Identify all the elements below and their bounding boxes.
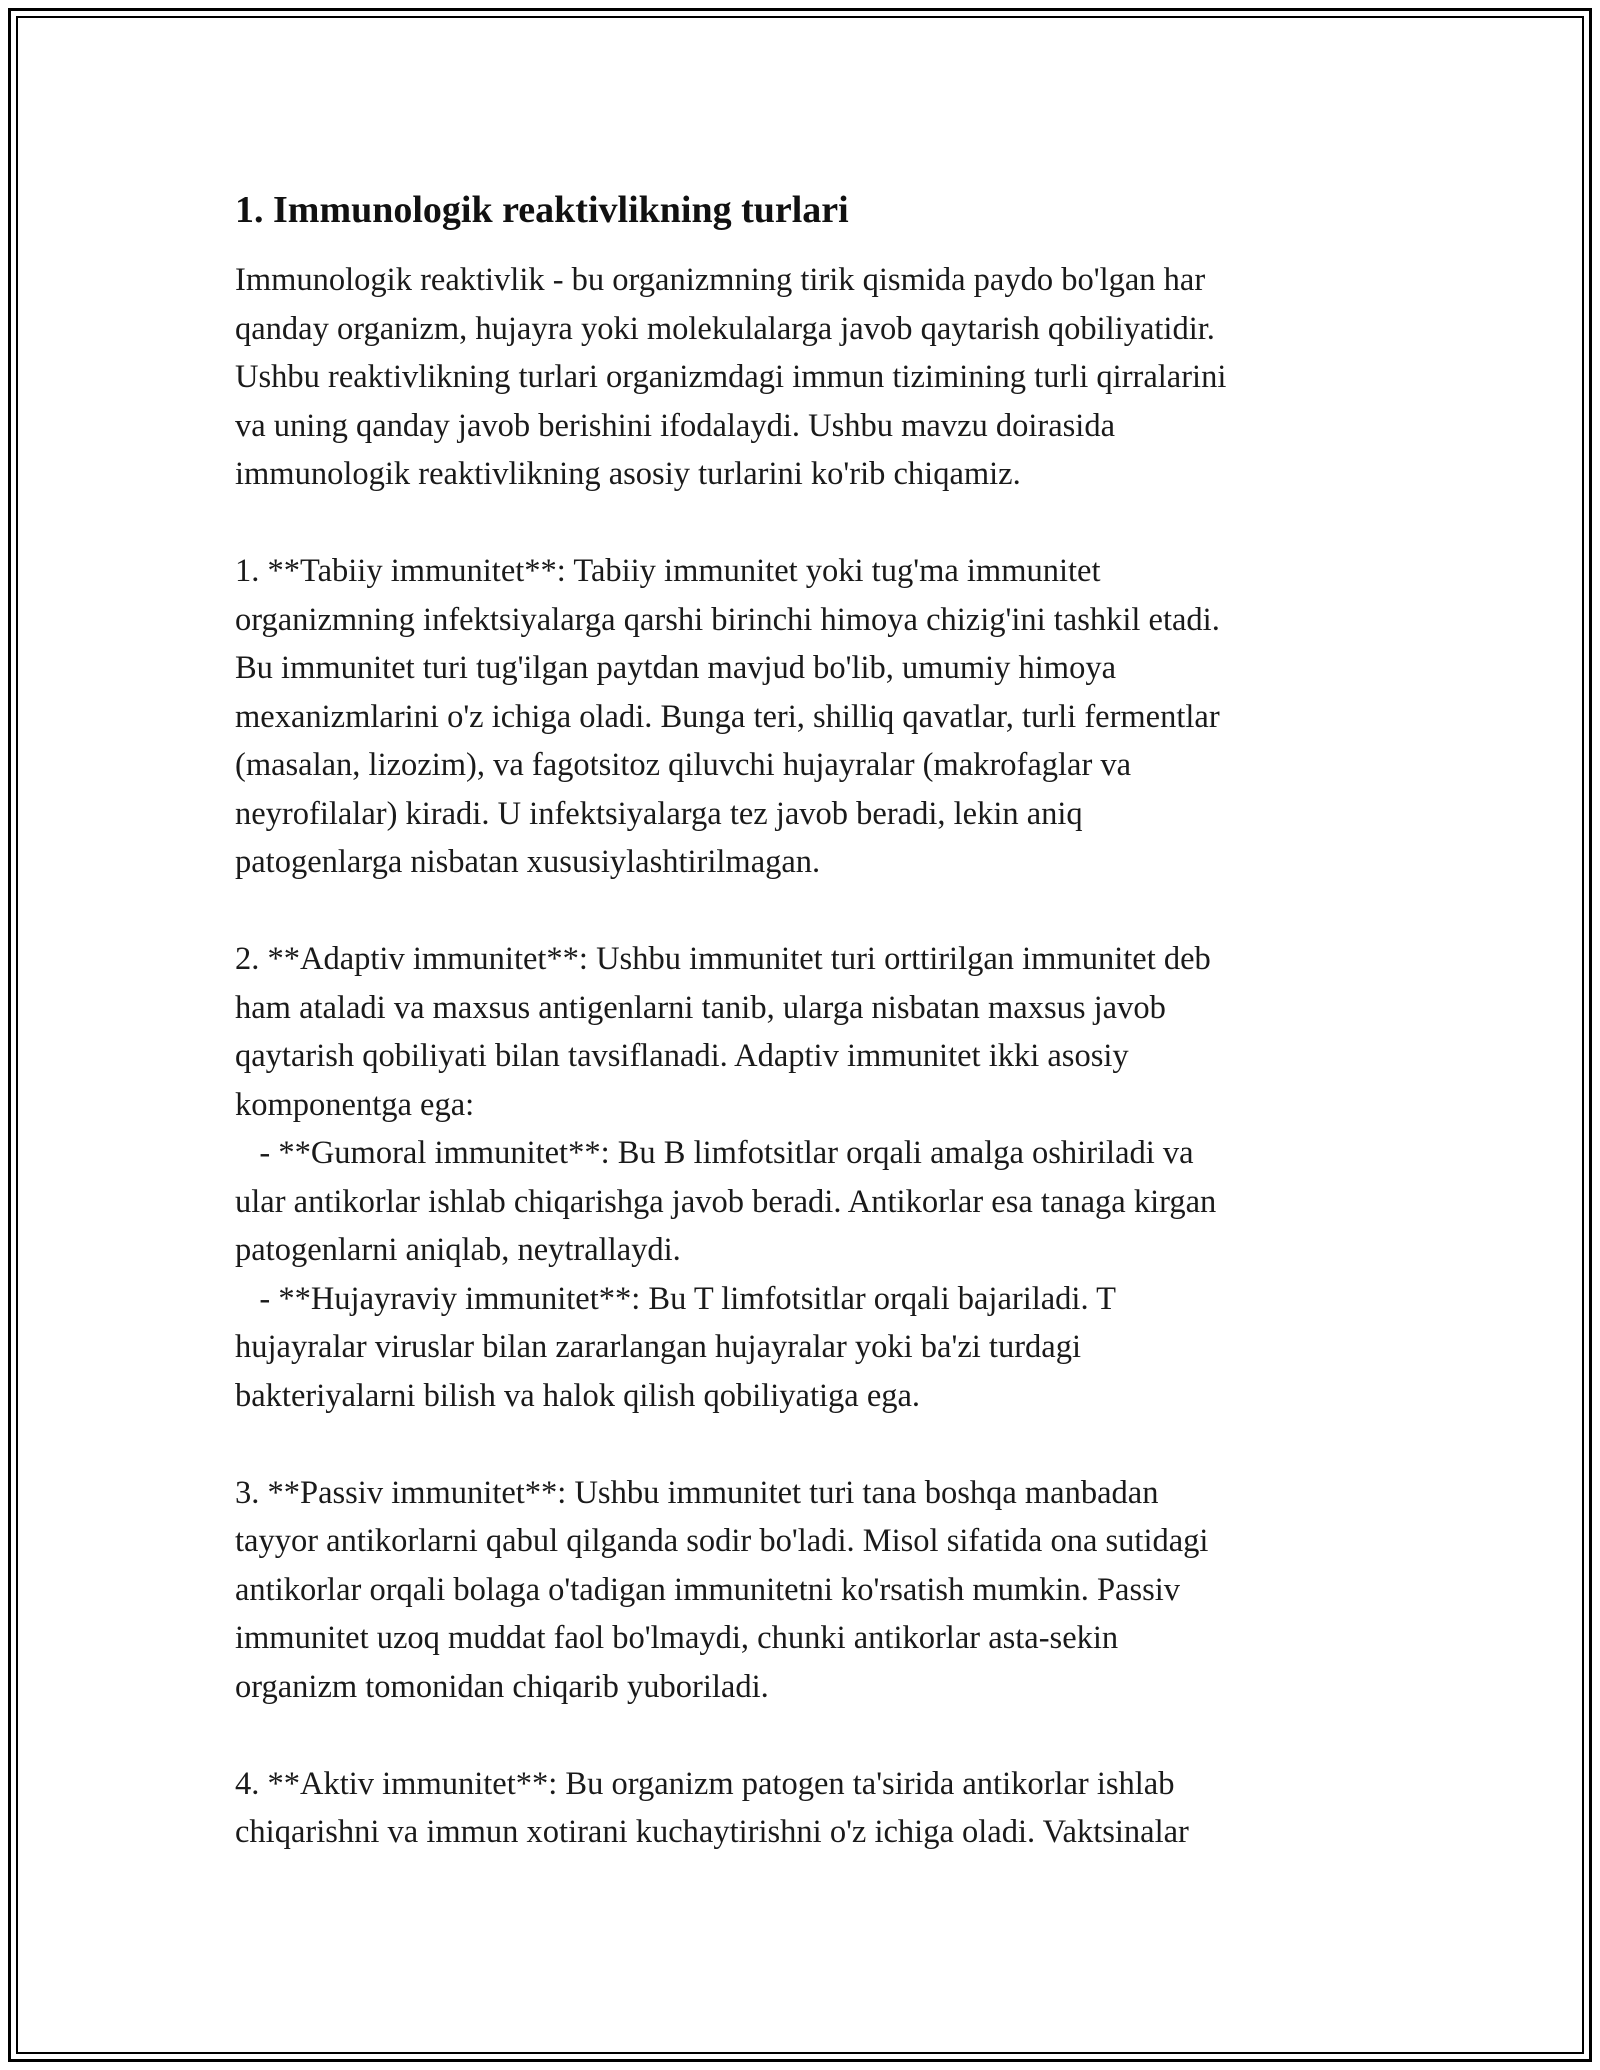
paragraph-line: organizmning infektsiyalarga qarshi birinchi himoya chizig'ini tashkil etadi. <box>235 601 1220 638</box>
paragraph-line: qaytarish qobiliyati bilan tavsiflanadi. Adaptiv immunitet ikki asosiy <box>235 1038 1129 1074</box>
paragraph-line: 3. **Passiv immunitet**: Ushbu immunitet turi tana boshqa manbadan <box>235 1474 1159 1511</box>
paragraph-line: organizm tomonidan chiqarib yuboriladi. <box>235 1668 769 1705</box>
paragraph-line: chiqarishni va immun xotirani kuchaytirishni o'z ichiga oladi. Vaktsinalar <box>235 1814 1189 1850</box>
paragraph-line: (masalan, lizozim), va fagotsitoz qiluvchi hujayralar (makrofaglar va <box>235 747 1132 783</box>
paragraph-line: - **Hujayraviy immunitet**: Bu T limfotsitlar orqali bajariladi. T <box>235 1280 1116 1317</box>
paragraph-line: tayyor antikorlarni qabul qilganda sodir bo'ladi. Misol sifatida ona sutidagi <box>235 1523 1209 1559</box>
paragraph <box>235 1760 1375 1857</box>
paragraph-line: mexanizmlarini o'z ichiga oladi. Bunga teri, shilliq qavatlar, turli fermentlar <box>235 698 1220 735</box>
paragraph-line: ham ataladi va maxsus antigenlarni tanib, ularga nisbatan maxsus javob <box>235 989 1166 1026</box>
paragraph-line: patogenlarni aniqlab, neytrallaydi. <box>235 1232 681 1268</box>
paragraph-line: qanday organizm, hujayra yoki molekulalarga javob qaytarish qobiliyatidir. <box>235 310 1215 347</box>
paragraph <box>235 256 1375 499</box>
paragraph-line: 2. **Adaptiv immunitet**: Ushbu immunitet turi orttirilgan immunitet deb <box>235 941 1211 977</box>
paragraph-line: Ushbu reaktivlikning turlari organizmdagi immun tizimining turli qirralarini <box>235 359 1227 395</box>
paragraph <box>235 547 1375 887</box>
paragraph-line: 4. **Aktiv immunitet**: Bu organizm patogen ta'sirida antikorlar ishlab <box>235 1765 1175 1802</box>
paragraph <box>235 935 1375 1420</box>
paragraph-line: komponentga ega: <box>235 1086 475 1123</box>
paragraph-line: hujayralar viruslar bilan zararlangan hujayralar yoki ba'zi turdagi <box>235 1329 1081 1365</box>
paragraph-line: ular antikorlar ishlab chiqarishga javob beradi. Antikorlar esa tanaga kirgan <box>235 1183 1217 1220</box>
paragraph-line: neyrofilalar) kiradi. U infektsiyalarga tez javob beradi, lekin aniq <box>235 795 1083 832</box>
paragraph-line: immunitet uzoq muddat faol bo'lmaydi, chunki antikorlar asta-sekin <box>235 1620 1119 1656</box>
paragraph <box>235 1469 1375 1712</box>
paragraph-line: patogenlarga nisbatan xususiylashtirilmagan. <box>235 844 821 880</box>
paragraph-line: Bu immunitet turi tug'ilgan paytdan mavjud bo'lib, umumiy himoya <box>235 650 1117 686</box>
paragraph-line: - **Gumoral immunitet**: Bu B limfotsitlar orqali amalga oshiriladi va <box>235 1135 1194 1171</box>
paragraph-line: va uning qanday javob berishini ifodalaydi. Ushbu mavzu doirasida <box>235 407 1116 444</box>
paragraph-line: immunologik reaktivlikning asosiy turlarini ko'rib chiqamiz. <box>235 456 1021 492</box>
paragraph-list <box>235 256 1375 1857</box>
paragraph-line: antikorlar orqali bolaga o'tadigan immunitetni ko'rsatish mumkin. Passiv <box>235 1571 1181 1608</box>
paragraph-line: bakteriyalarni bilish va halok qilish qobiliyatiga ega. <box>235 1377 921 1414</box>
document-body <box>235 186 1375 1857</box>
paragraph-line: Immunologik reaktivlik - bu organizmning tirik qismida paydo bo'lgan har <box>235 262 1206 298</box>
paragraph-line: 1. **Tabiiy immunitet**: Tabiiy immunitet yoki tug'ma immunitet <box>235 553 1101 589</box>
document-title: 1. Immunologik reaktivlikning turlari <box>235 189 849 231</box>
